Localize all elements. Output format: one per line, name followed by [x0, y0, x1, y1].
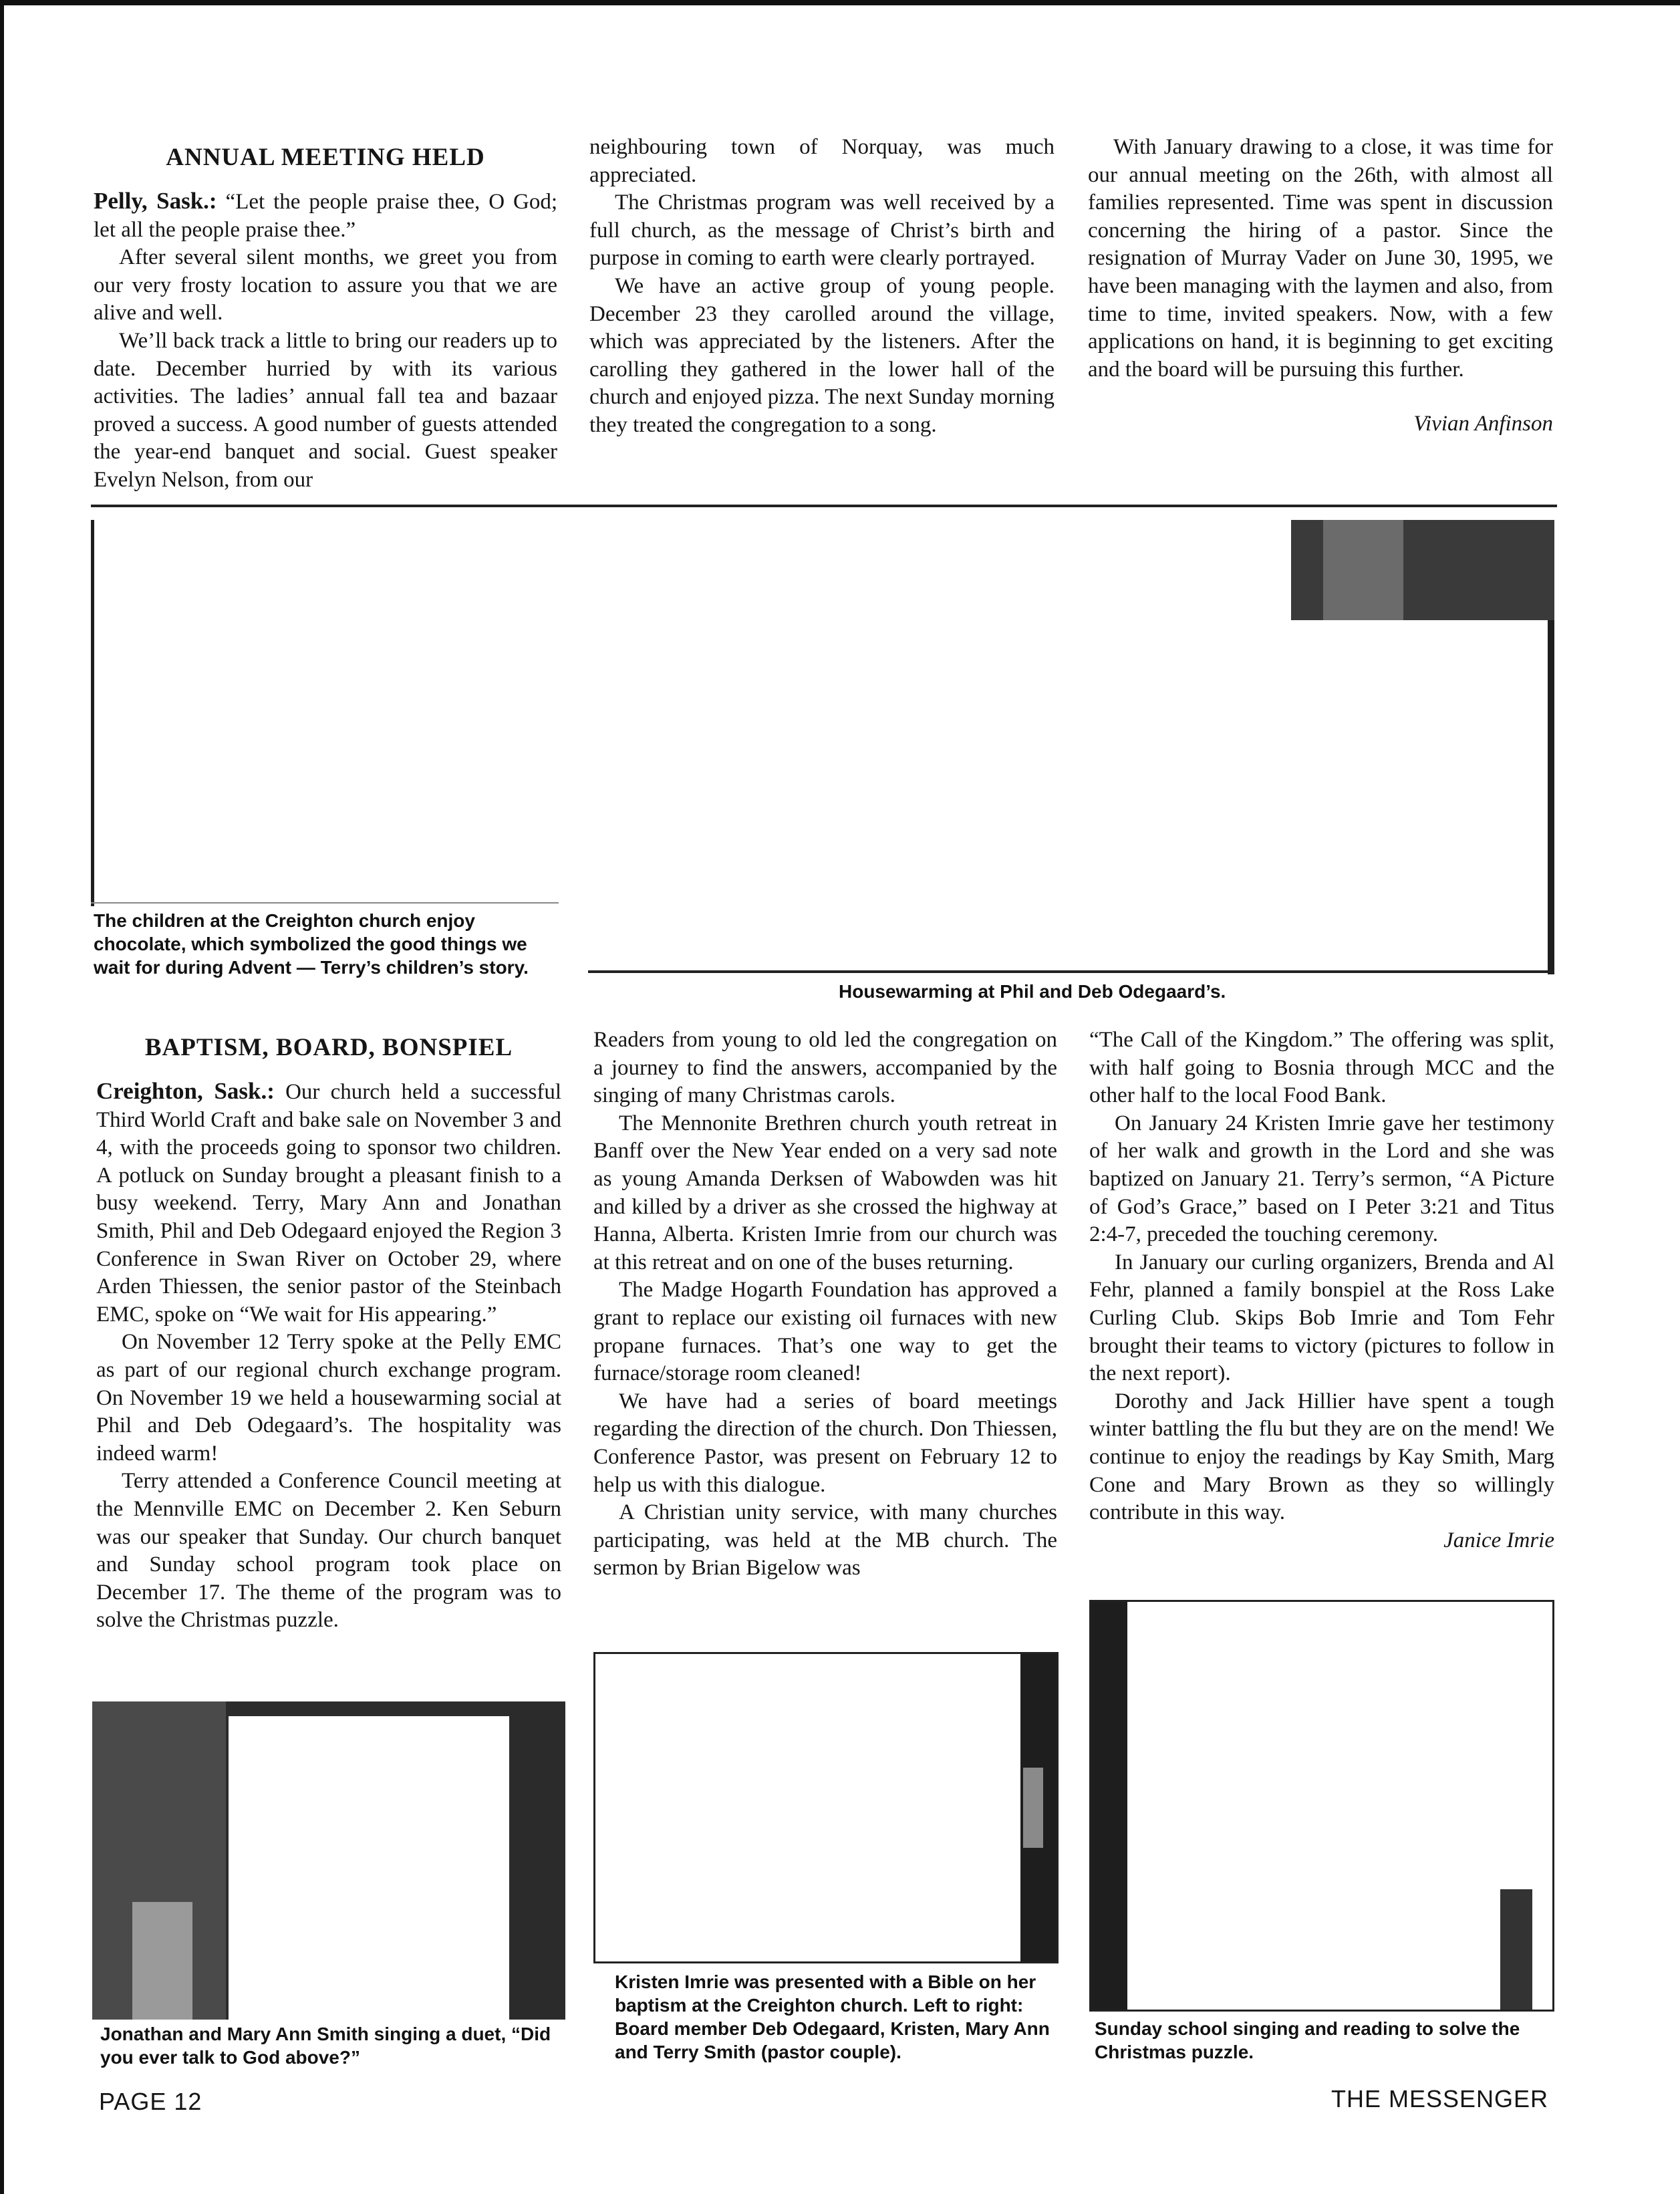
caption-bible-presentation: Kristen Imrie was presented with a Bible on her baptism at the Creighton church. Left to right: Board member Deb Odegaard, Kristen, Mary Ann and Terry Smith (pastor couple).	[615, 1971, 1050, 2062]
annual-meeting-column-2	[589, 134, 1055, 440]
paragraph: In January our curling organizers, Brenda and Al Fehr, planned a family bonspiel at the Ross Lake Curling Club. Skips Bob Imrie and Tom Fehr brought their teams to victory (pictures to follow in the next report).	[1089, 1250, 1554, 1386]
photo-figure	[1023, 1768, 1043, 1848]
paragraph: A Christian unity service, with many churches participating, was held at the MB church. The sermon by Brian Bigelow was	[593, 1500, 1057, 1581]
caption-children-chocolate: The children at the Creighton church enjoy chocolate, which symbolized the good things we wait for during Advent — Terry’s children’s story.	[94, 910, 529, 978]
paragraph: We have an active group of young people. December 23 they carolled around the village, which was appreciated by the listeners. After the carolling they gathered in the lower hall of the church and enjoyed pizza. The next Sunday morning they treated the congregation to a song.	[589, 273, 1055, 437]
photo-duet	[92, 1701, 565, 2020]
paragraph	[96, 1077, 561, 1329]
baptism-column-2	[593, 1026, 1057, 1583]
paragraph: On January 24 Kristen Imrie gave her testimony of her walk and growth in the Lord and she was baptized on January 21. Terry’s sermon, “A Picture of God’s Grace,” based on I Peter 3:21 and Titus 2:4-7, preceded the touching ceremony.	[1089, 1111, 1554, 1247]
headline-annual-meeting: ANNUAL MEETING HELD	[166, 144, 485, 171]
annual-meeting-column-1	[94, 143, 557, 495]
photo-edge	[588, 970, 1554, 973]
paragraph: neighbouring town of Norquay, was much appreciated.	[589, 135, 1055, 187]
paragraph: With January drawing to a close, it was time for our annual meeting on the 26th, with almost all families represented. Time was spent in discussion concerning the hiring of a pastor. Since the resignation of Murray Vader on June 30, 1995, we have been managing with the laymen and also, from time to time, invited speakers. Now, with a few applications on hand, it is beginning to get exciting and the board will be pursuing this further.	[1088, 135, 1553, 382]
photo-figure	[1323, 520, 1403, 620]
paragraph: Terry attended a Conference Council meeting at the Mennville EMC on December 2. Ken Seburn was our speaker that Sunday. Our church banquet and Sunday school program took place on December 17. The theme of the program was to solve the Christmas puzzle.	[96, 1469, 561, 1633]
caption-duet: Jonathan and Mary Ann Smith singing a duet, “Did you ever talk to God above?”	[100, 2024, 551, 2068]
publication-name: THE MESSENGER	[1331, 2085, 1549, 2112]
paragraph: Dorothy and Jack Hillier have spent a tough winter battling the flu but they are on the mend! We continue to enjoy the readings by Kay Smith, Marg Cone and Mary Brown as they so willingly contribute in this way.	[1089, 1389, 1554, 1525]
photo-bible-presentation	[593, 1652, 1059, 1963]
caption-sunday-school: Sunday school singing and reading to solve the Christmas puzzle.	[1095, 2018, 1520, 2062]
headline-baptism: BAPTISM, BOARD, BONSPIEL	[144, 1034, 513, 1061]
photo-edge	[1091, 1602, 1127, 2010]
paragraph	[94, 187, 557, 244]
photo-edge	[1548, 620, 1554, 974]
paragraph: The Mennonite Brethren church youth retreat in Banff over the New Year ended on a very sad note as young Amanda Derksen of Wabowden was hit and killed by a driver as she crossed the highway at Hanna, Alberta. Kristen Imrie from our church was at this retreat and on one of the buses returning.	[593, 1111, 1057, 1274]
page-number: PAGE 12	[99, 2088, 202, 2115]
photo-children-chocolate	[91, 520, 559, 906]
paragraph: On November 12 Terry spoke at the Pelly EMC as part of our regional church exchange program. On November 19 we held a housewarming social at Phil and Deb Odegaard’s. The hospitality was indeed warm!	[96, 1330, 561, 1466]
signature-vivian-anfinson: Vivian Anfinson	[1413, 412, 1553, 436]
paragraph: We have had a series of board meetings regarding the direction of the church. Don Thiessen, Conference Pastor, was present on February 12 to help us with this dialogue.	[593, 1389, 1057, 1497]
paragraph: The Christmas program was well received by a full church, as the message of Christ’s birth and purpose in coming to earth were clearly portrayed.	[589, 190, 1055, 271]
photo-washed-area	[229, 1716, 509, 2020]
dateline-creighton: Creighton, Sask.:	[96, 1078, 275, 1104]
section-divider	[91, 505, 1557, 507]
signature-janice-imrie: Janice Imrie	[1443, 1528, 1554, 1552]
paragraph: Readers from young to old led the congregation on a journey to find the answers, accompanied by the singing of many Christmas carols.	[593, 1028, 1057, 1108]
paragraph-text: Our church held a successful Third World Craft and bake sale on November 3 and 4, with the proceeds going to sponsor two children. A potluck on Sunday brought a pleasant finish to a busy weekend. Terry, Mary Ann and Jonathan Smith, Phil and Deb Odegaard enjoyed the Region 3 Conference in Swan River on October 29, where Arden Thiessen, the senior pastor of the Steinbach EMC, spoke on “We wait for His appearing.”	[96, 1080, 561, 1327]
paragraph: “The Call of the Kingdom.” The offering was split, with half going to Bosnia through MCC and the other half to the local Food Bank.	[1089, 1028, 1554, 1108]
photo-figure	[1500, 1889, 1532, 2010]
baptism-column-1	[96, 1033, 561, 1635]
paragraph: We’ll back track a little to bring our readers up to date. December hurried by with its various activities. The ladies’ annual fall tea and bazaar proved a success. A good number of guests attended the year-end banquet and social. Guest speaker Evelyn Nelson, from our	[94, 328, 557, 492]
baptism-column-3	[1089, 1026, 1554, 1554]
dateline-pelly: Pelly, Sask.:	[94, 188, 217, 214]
annual-meeting-column-3	[1088, 134, 1553, 438]
paragraph: After several silent months, we greet you from our very frosty location to assure you that we are alive and well.	[94, 245, 557, 325]
caption-housewarming: Housewarming at Phil and Deb Odegaard’s.	[839, 981, 1226, 1002]
photo-edge	[91, 902, 559, 904]
photo-edge	[91, 520, 94, 906]
photo-sunday-school	[1089, 1600, 1554, 2012]
photo-housewarming	[588, 520, 1554, 974]
paragraph: The Madge Hogarth Foundation has approved a grant to replace our existing oil furnaces with new propane furnaces. That’s one way to get the furnace/storage room cleaned!	[593, 1278, 1057, 1386]
paragraph-text: “Let the people praise thee, O God; let all the people praise thee.”	[94, 190, 557, 242]
photo-figure	[132, 1902, 192, 2020]
